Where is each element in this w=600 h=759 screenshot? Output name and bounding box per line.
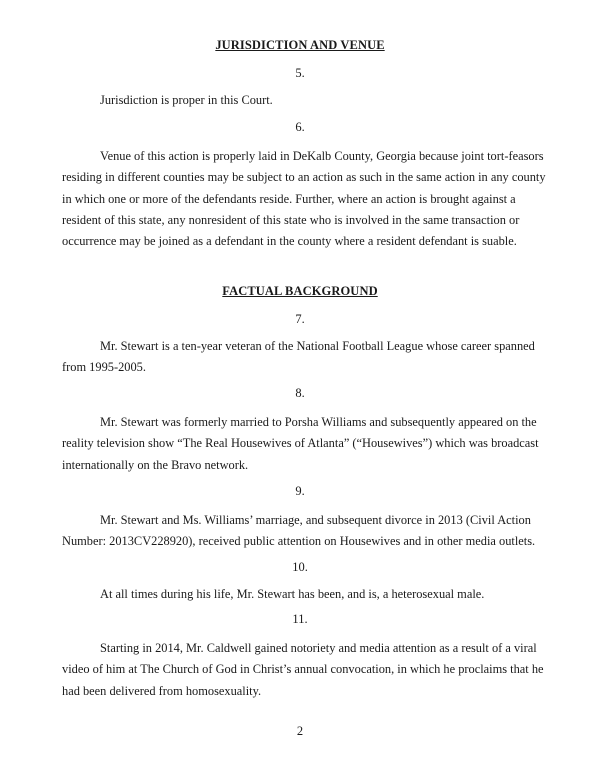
paragraph-line: Jurisdiction is proper in this Court. xyxy=(100,93,273,107)
section-heading-jurisdiction-venue: JURISDICTION AND VENUE xyxy=(215,38,385,52)
paragraph-line: occurrence may be joined as a defendant in the county where a resident defendant is suable. xyxy=(62,234,517,249)
paragraph-line: in which one or more of the defendants reside. Further, where an action is brought against a xyxy=(62,191,516,206)
paragraph-line: Starting in 2014, Mr. Caldwell gained notoriety and media attention as a result of a viral xyxy=(100,641,537,655)
paragraph-line: video of him at The Church of God in Christ’s annual convocation, in which he proclaims that he xyxy=(62,662,544,677)
paragraph-9 xyxy=(62,510,538,553)
paragraph-10 xyxy=(62,584,538,605)
paragraph-line: Mr. Stewart was formerly married to Porsha Williams and subsequently appeared on the xyxy=(100,415,537,429)
paragraph-line: from 1995-2005. xyxy=(62,360,146,375)
paragraph-number-6: 6. xyxy=(295,120,305,134)
paragraph-line: residing in different counties may be subject to an action as such in the same action in any county xyxy=(62,170,546,185)
paragraph-line: At all times during his life, Mr. Stewart has been, and is, a heterosexual male. xyxy=(100,587,485,601)
paragraph-line: Mr. Stewart and Ms. Williams’ marriage, and subsequent divorce in 2013 (Civil Action xyxy=(100,513,531,527)
paragraph-11 xyxy=(62,638,544,702)
paragraph-line: resident of this state, any nonresident of this state who is involved in the same transaction or xyxy=(62,212,520,227)
paragraph-6 xyxy=(62,146,546,252)
paragraph-number-5: 5. xyxy=(295,66,305,80)
paragraph-number-9: 9. xyxy=(295,484,305,498)
paragraph-8 xyxy=(62,412,538,476)
paragraph-line: internationally on the Bravo network. xyxy=(62,457,249,472)
paragraph-number-7: 7. xyxy=(295,312,305,326)
paragraph-line: Venue of this action is properly laid in DeKalb County, Georgia because joint tort-feasors xyxy=(100,149,544,163)
page-number: 2 xyxy=(296,724,304,738)
paragraph-line: Number: 2013CV228920), received public attention on Housewives and in other media outlets. xyxy=(62,534,536,549)
paragraph-5 xyxy=(62,90,538,111)
paragraph-line: had been delivered from homosexuality. xyxy=(62,683,262,698)
paragraph-number-11: 11. xyxy=(292,612,308,626)
paragraph-line: reality television show “The Real Housewives of Atlanta” (“Housewives”) which was broadcast xyxy=(62,436,539,451)
paragraph-7 xyxy=(62,336,538,379)
section-heading-factual-background: FACTUAL BACKGROUND xyxy=(222,284,378,298)
paragraph-number-10: 10. xyxy=(292,560,308,574)
paragraph-number-8: 8. xyxy=(295,386,305,400)
paragraph-line: Mr. Stewart is a ten-year veteran of the National Football League whose career spanned xyxy=(100,339,535,353)
